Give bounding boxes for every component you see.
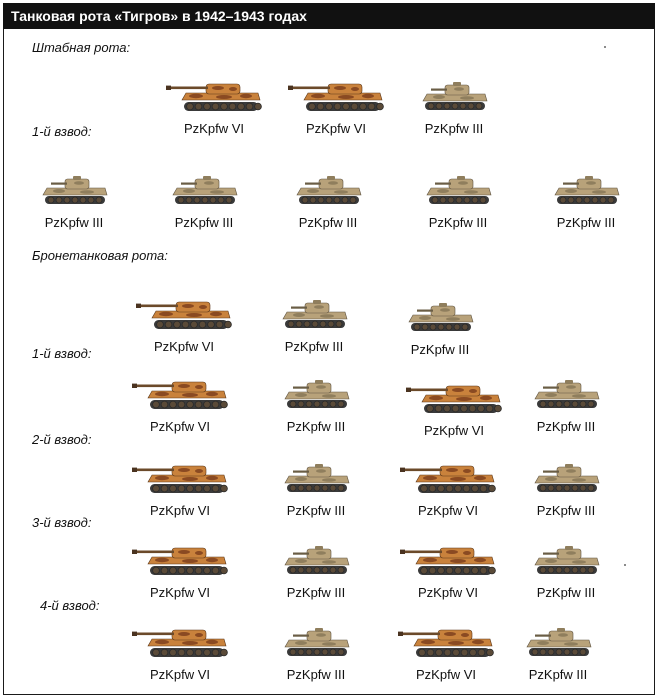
panzer3-tank-icon	[531, 544, 601, 576]
tank-caption: PzKpfw III	[556, 215, 616, 230]
tank-panzer3	[280, 170, 376, 230]
tank-caption: PzKpfw III	[174, 215, 234, 230]
panzer3-tank-icon	[523, 626, 593, 658]
panzer3-tank-icon	[551, 174, 621, 206]
tank-caption: PzKpfw VI	[418, 503, 478, 518]
panzer3-tank-icon	[405, 301, 475, 333]
panzer3-tank-icon	[293, 174, 363, 206]
tiger-tank-icon	[136, 294, 232, 330]
tank-panzer3	[266, 294, 362, 354]
tank-caption: PzKpfw III	[284, 339, 344, 354]
tank-panzer3	[538, 170, 634, 230]
platoon-label: 4-й взвод:	[40, 598, 100, 613]
tank-caption: PzKpfw III	[528, 667, 588, 682]
tank-caption: PzKpfw VI	[306, 121, 366, 136]
tank-tiger	[400, 458, 496, 518]
tank-caption: PzKpfw III	[536, 585, 596, 600]
panzer3-tank-icon	[281, 462, 351, 494]
tiger-tank-icon	[400, 458, 496, 494]
armored-company-label: Бронетанковая рота:	[32, 248, 168, 263]
platoon-label: 1-й взвод:	[32, 346, 92, 361]
hq-platoon-label: 1-й взвод:	[32, 124, 92, 139]
tank-panzer3	[156, 170, 252, 230]
hq-company-label: Штабная рота:	[32, 40, 131, 55]
tank-caption: PzKpfw III	[286, 585, 346, 600]
tank-panzer3	[518, 374, 614, 434]
tank-caption: PzKpfw III	[286, 667, 346, 682]
platoon-label: 2-й взвод:	[32, 432, 92, 447]
tiger-tank-icon	[400, 540, 496, 576]
panzer3-tank-icon	[281, 626, 351, 658]
tank-tiger	[166, 76, 262, 136]
panzer3-tank-icon	[531, 462, 601, 494]
tiger-tank-icon	[132, 622, 228, 658]
tiger-tank-icon	[288, 76, 384, 112]
tank-caption: PzKpfw VI	[424, 423, 484, 438]
tiger-tank-icon	[398, 622, 494, 658]
tank-panzer3	[268, 374, 364, 434]
panzer3-tank-icon	[279, 298, 349, 330]
scan-speck	[604, 46, 606, 48]
tank-tiger	[132, 622, 228, 682]
panzer3-tank-icon	[281, 544, 351, 576]
panzer3-tank-icon	[39, 174, 109, 206]
tiger-tank-icon	[406, 378, 502, 414]
tank-caption: PzKpfw VI	[416, 667, 476, 682]
tank-panzer3	[268, 458, 364, 518]
tank-caption: PzKpfw VI	[418, 585, 478, 600]
tank-caption: PzKpfw III	[410, 342, 470, 357]
tank-panzer3	[392, 297, 488, 357]
tank-panzer3	[268, 540, 364, 600]
figure-title: Танковая рота «Тигров» в 1942–1943 годах	[3, 3, 655, 29]
panzer3-tank-icon	[423, 174, 493, 206]
tank-panzer3	[510, 622, 606, 682]
tank-caption: PzKpfw VI	[154, 339, 214, 354]
tank-caption: PzKpfw III	[286, 503, 346, 518]
tank-panzer3	[268, 622, 364, 682]
tank-tiger	[132, 540, 228, 600]
tank-panzer3	[406, 76, 502, 136]
tiger-tank-icon	[132, 458, 228, 494]
tank-tiger	[398, 622, 494, 682]
tank-panzer3	[518, 540, 614, 600]
tank-tiger	[288, 76, 384, 136]
tank-caption: PzKpfw III	[424, 121, 484, 136]
tank-panzer3	[518, 458, 614, 518]
panzer3-tank-icon	[169, 174, 239, 206]
tank-tiger	[132, 374, 228, 434]
tank-caption: PzKpfw VI	[184, 121, 244, 136]
tank-panzer3	[410, 170, 506, 230]
tank-caption: PzKpfw III	[44, 215, 104, 230]
tank-caption: PzKpfw VI	[150, 419, 210, 434]
tank-caption: PzKpfw III	[536, 419, 596, 434]
tank-tiger	[136, 294, 232, 354]
tank-tiger	[132, 458, 228, 518]
tiger-tank-icon	[166, 76, 262, 112]
panzer3-tank-icon	[419, 80, 489, 112]
tiger-tank-icon	[132, 374, 228, 410]
tank-caption: PzKpfw VI	[150, 667, 210, 682]
tank-tiger	[400, 540, 496, 600]
tank-caption: PzKpfw VI	[150, 585, 210, 600]
tiger-tank-icon	[132, 540, 228, 576]
panzer3-tank-icon	[281, 378, 351, 410]
tank-caption: PzKpfw III	[298, 215, 358, 230]
scan-speck	[624, 564, 626, 566]
tank-panzer3	[26, 170, 122, 230]
tank-caption: PzKpfw VI	[150, 503, 210, 518]
tank-caption: PzKpfw III	[428, 215, 488, 230]
platoon-label: 3-й взвод:	[32, 515, 92, 530]
panzer3-tank-icon	[531, 378, 601, 410]
tank-caption: PzKpfw III	[536, 503, 596, 518]
tank-tiger	[406, 378, 502, 438]
tank-caption: PzKpfw III	[286, 419, 346, 434]
